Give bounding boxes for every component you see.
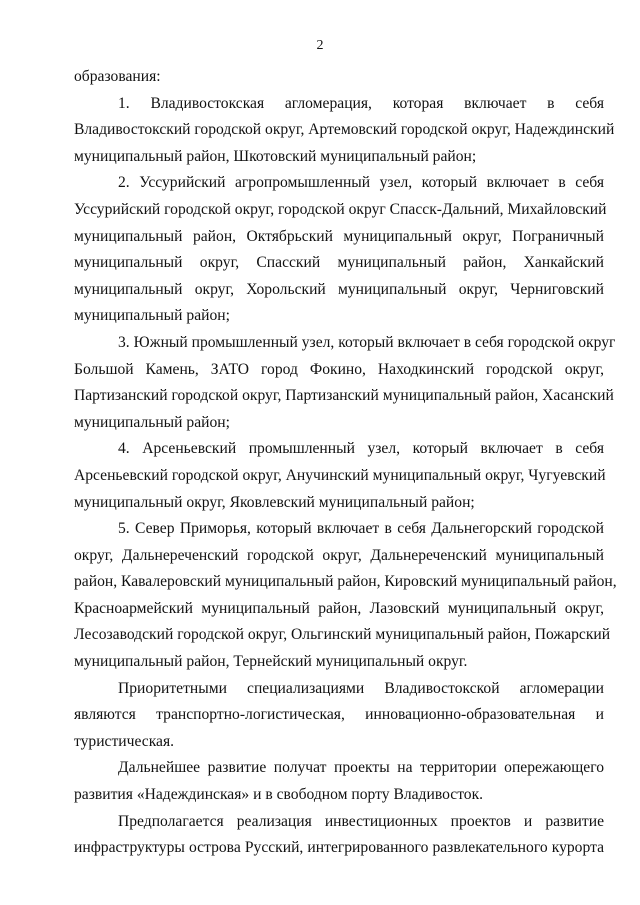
text-line: муниципальный район, Шкотовский муниципальный район; <box>74 147 477 165</box>
text-line: Лесозаводский городской округ, Ольгинский муниципальный район, Пожарский <box>74 626 611 644</box>
text-line: Владивостокский городской округ, Артемовский городской округ, Надеждинский <box>74 121 615 139</box>
body-text <box>74 64 617 862</box>
text-line: 4. Арсеньевский промышленный узел, который включает в себя <box>118 440 604 458</box>
text-line: являются транспортно-логистическая, инновационно-образовательная и <box>74 706 604 724</box>
text-line: муниципальный район; <box>74 413 230 431</box>
text-line: Красноармейский муниципальный район, Лазовский муниципальный округ, <box>74 599 604 617</box>
text-line: Дальнейшее развитие получат проекты на территории опережающего <box>118 759 604 777</box>
page-number: 2 <box>316 38 324 53</box>
text-line: муниципальный округ, Спасский муниципальный район, Ханкайский <box>74 254 604 272</box>
text-line: муниципальный район, Октябрьский муниципальный округ, Пограничный <box>74 227 604 245</box>
text-line: Партизанский городской округ, Партизанский муниципальный район, Хасанский <box>74 387 614 405</box>
text-line: образования: <box>74 68 161 85</box>
text-line: туристическая. <box>74 732 175 750</box>
text-line: Большой Камень, ЗАТО город Фокино, Находкинский городской округ, <box>74 360 604 378</box>
text-line: Предполагается реализация инвестиционных проектов и развитие <box>118 812 604 830</box>
text-line: 5. Север Приморья, который включает в себя Дальнегорский городской <box>118 520 604 538</box>
text-line: район, Кавалеровский муниципальный район, Кировский муниципальный район, <box>74 573 617 591</box>
text-line: инфраструктуры острова Русский, интегрированного развлекательного курорта <box>74 839 604 857</box>
text-line: Арсеньевский городской округ, Анучинский муниципальный округ, Чугуевский <box>74 466 606 484</box>
text-line: муниципальный округ, Яковлевский муниципальный район; <box>74 493 475 511</box>
text-line: развития «Надеждинская» и в свободном порту Владивосток. <box>74 786 484 804</box>
text-line: муниципальный район, Тернейский муниципальный округ. <box>74 653 468 671</box>
text-line: 3. Южный промышленный узел, который включает в себя городской округ <box>118 333 616 351</box>
text-line: муниципальный округ, Хорольский муниципальный округ, Черниговский <box>74 280 604 298</box>
text-line: округ, Дальнереченский городской округ, Дальнереченский муниципальный <box>74 546 604 564</box>
text-line: 2. Уссурийский агропромышленный узел, который включает в себя <box>118 174 604 192</box>
text-line: 1. Владивостокская агломерация, которая включает в себя <box>118 94 604 112</box>
text-line: Приоритетными специализациями Владивостокской агломерации <box>118 679 604 697</box>
text-line: муниципальный район; <box>74 307 230 325</box>
text-line: Уссурийский городской округ, городской округ Спасск-Дальний, Михайловский <box>74 200 607 218</box>
